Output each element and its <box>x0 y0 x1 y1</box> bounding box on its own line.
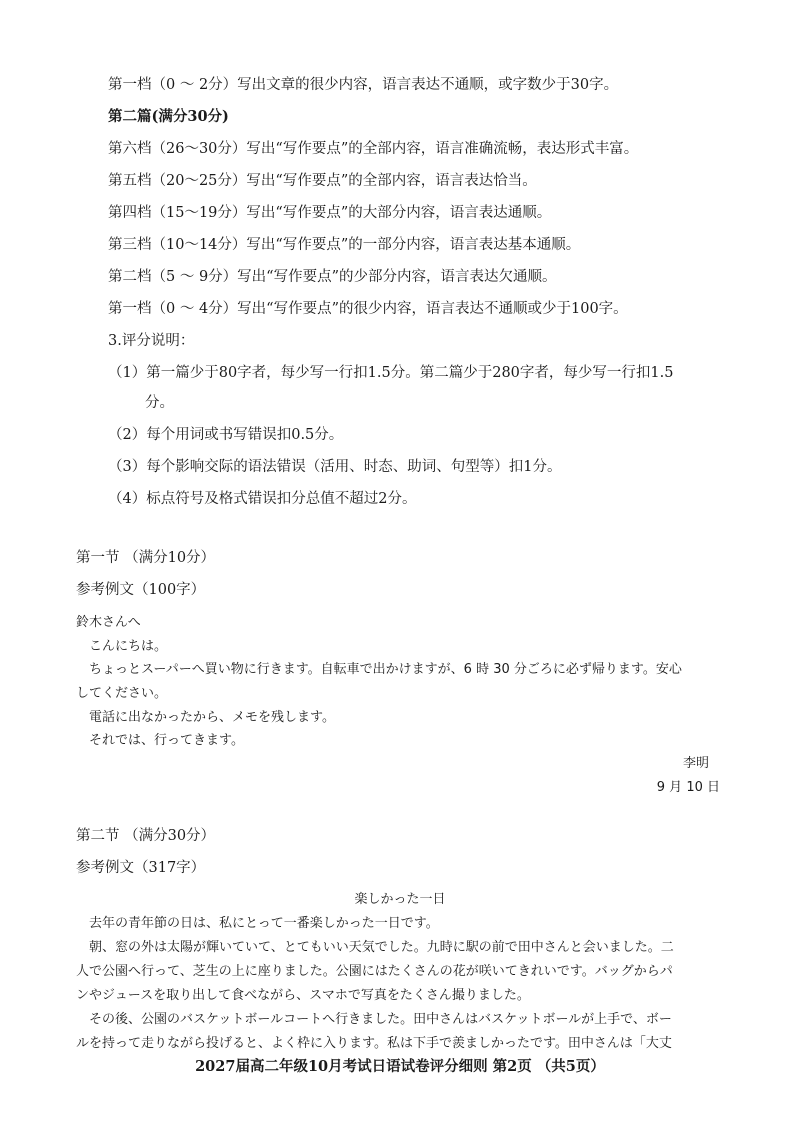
note-2: （2）每个用词或书写错误扣0.5分。 <box>108 427 344 443</box>
essay-line: ルを持って走りながら投げると、よく枠に入ります。私は下手で羨ましかったです。田中さんは「大丈 <box>76 1036 672 1051</box>
essay-line: ンやジュースを取り出して食べながら、スマホで写真をたくさん撮りました。 <box>76 988 530 1003</box>
grading-level-1: 第一档（0 ～ 4分）写出“写作要点”的很少内容，语言表达不通顺或少于100字。 <box>108 301 628 317</box>
note-3: （3）每个影响交际的语法错误（活用、时态、助词、句型等）扣1分。 <box>108 459 562 475</box>
grading-level-4: 第四档（15～19分）写出“写作要点”的大部分内容，语言表达通顺。 <box>108 205 552 221</box>
notes-heading: 3.评分说明： <box>108 333 195 349</box>
memo-line: ちょっとスーパーへ買い物に行きます。自転車で出かけますが、6 時 30 分ごろに必ず帰ります。安心 <box>76 662 682 677</box>
note-4: （4）标点符号及格式错误扣分总值不超过2分。 <box>108 491 417 507</box>
section-1-sample-label: 参考例文（100字） <box>76 582 206 598</box>
section-2-heading: 第二节 （满分30分） <box>76 828 216 844</box>
grading-level-1-part1: 第一档（0 ～ 2分）写出文章的很少内容，语言表达不通顺，或字数少于30字。 <box>108 77 619 93</box>
note-1-line-2: 分。 <box>145 395 174 411</box>
grading-level-3: 第三档（10～14分）写出“写作要点”的一部分内容，语言表达基本通顺。 <box>108 237 581 253</box>
essay-line: その後、公園のバスケットボールコートへ行きました。田中さんはバスケットボールが上手で、ボー <box>76 1012 672 1027</box>
memo-line: 鈴木さんへ <box>76 615 141 630</box>
note-1-line-1: （1）第一篇少于80字者，每少写一行扣1.5分。第二篇少于280字者，每少写一行扣1.5 <box>108 365 674 381</box>
essay-line: 去年の青年節の日は、私にとって一番楽しかった一日です。 <box>76 916 439 931</box>
section-1-heading: 第一节 （满分10分） <box>76 550 216 566</box>
section-2-sample-label: 参考例文（317字） <box>76 860 206 876</box>
grading-level-5: 第五档（20～25分）写出“写作要点”的全部内容，语言表达恰当。 <box>108 173 537 189</box>
grading-level-2: 第二档（5 ～ 9分）写出“写作要点”的少部分内容，语言表达欠通顺。 <box>108 269 557 285</box>
memo-line: こんにちは。 <box>76 639 168 654</box>
memo-line: 電話に出なかったから、メモを残します。 <box>76 710 335 725</box>
part2-heading: 第二篇(满分30分) <box>108 108 229 125</box>
essay-line: 人で公園へ行って、芝生の上に座りました。公園にはたくさんの花が咲いてきれいです。バッグからパ <box>76 964 673 979</box>
essay-line: 朝、窓の外は太陽が輝いていて、とてもいい天気でした。九時に駅の前で田中さんと会いました。二 <box>76 940 674 955</box>
page-footer: 2027届高二年级10月考试日语试卷评分细则 第2页 （共5页） <box>195 1058 605 1075</box>
grading-level-6: 第六档（26～30分）写出“写作要点”的全部内容，语言准确流畅，表达形式丰富。 <box>108 141 639 157</box>
memo-signature: 李明 <box>682 756 709 771</box>
essay-title: 楽しかった一日 <box>354 892 446 907</box>
memo-line: それでは、行ってきます。 <box>76 733 244 748</box>
memo-date: 9 月 10 日 <box>656 780 720 795</box>
memo-line: してください。 <box>76 686 168 701</box>
